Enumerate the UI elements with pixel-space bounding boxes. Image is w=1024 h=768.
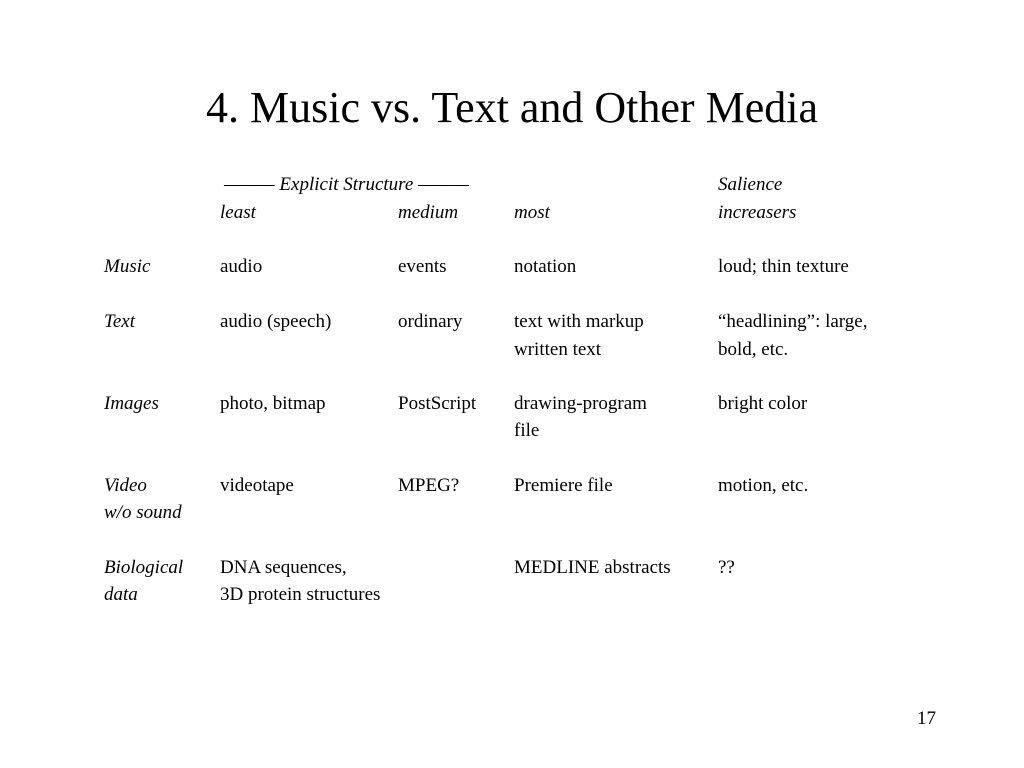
row-label-images: Images <box>104 393 159 414</box>
images-salience: bright color <box>718 393 808 414</box>
video-salience: motion, etc. <box>718 475 809 496</box>
column-header-most: most <box>514 202 550 223</box>
text-salience-line2: bold, etc. <box>718 339 789 360</box>
biological-least-line2: 3D protein structures <box>220 584 381 605</box>
images-least: photo, bitmap <box>220 393 326 414</box>
column-header-medium: medium <box>398 202 459 223</box>
text-least: audio (speech) <box>220 311 332 332</box>
explicit-structure-header: ——— Explicit Structure ——— <box>224 174 469 195</box>
music-most: notation <box>514 256 577 277</box>
row-label-text: Text <box>104 311 135 332</box>
salience-header-line2: increasers <box>718 202 797 223</box>
music-medium: events <box>398 256 447 277</box>
biological-least-line1: DNA sequences, <box>220 557 347 578</box>
row-label-video-line1: Video <box>104 475 147 496</box>
text-most-line1: text with markup <box>514 311 644 332</box>
music-salience: loud; thin texture <box>718 256 849 277</box>
text-most-line2: written text <box>514 339 602 360</box>
video-least: videotape <box>220 475 294 496</box>
music-least: audio <box>220 256 263 277</box>
video-medium: MPEG? <box>398 475 460 496</box>
images-medium: PostScript <box>398 393 477 414</box>
column-header-least: least <box>220 202 256 223</box>
row-label-biological-line2: data <box>104 584 138 605</box>
row-label-biological-line1: Biological <box>104 557 184 578</box>
row-label-video-line2: w/o sound <box>104 502 182 523</box>
salience-header-line1: Salience <box>718 174 783 195</box>
row-label-music: Music <box>104 256 151 277</box>
images-most-line2: file <box>514 420 540 441</box>
page-number: 17 <box>917 708 936 729</box>
slide-title: 4. Music vs. Text and Other Media <box>205 83 818 132</box>
text-medium: ordinary <box>398 311 463 332</box>
video-most: Premiere file <box>514 475 613 496</box>
biological-most: MEDLINE abstracts <box>514 557 671 578</box>
images-most-line1: drawing-program <box>514 393 647 414</box>
text-salience-line1: “headlining”: large, <box>718 311 868 332</box>
biological-salience: ?? <box>718 557 735 578</box>
